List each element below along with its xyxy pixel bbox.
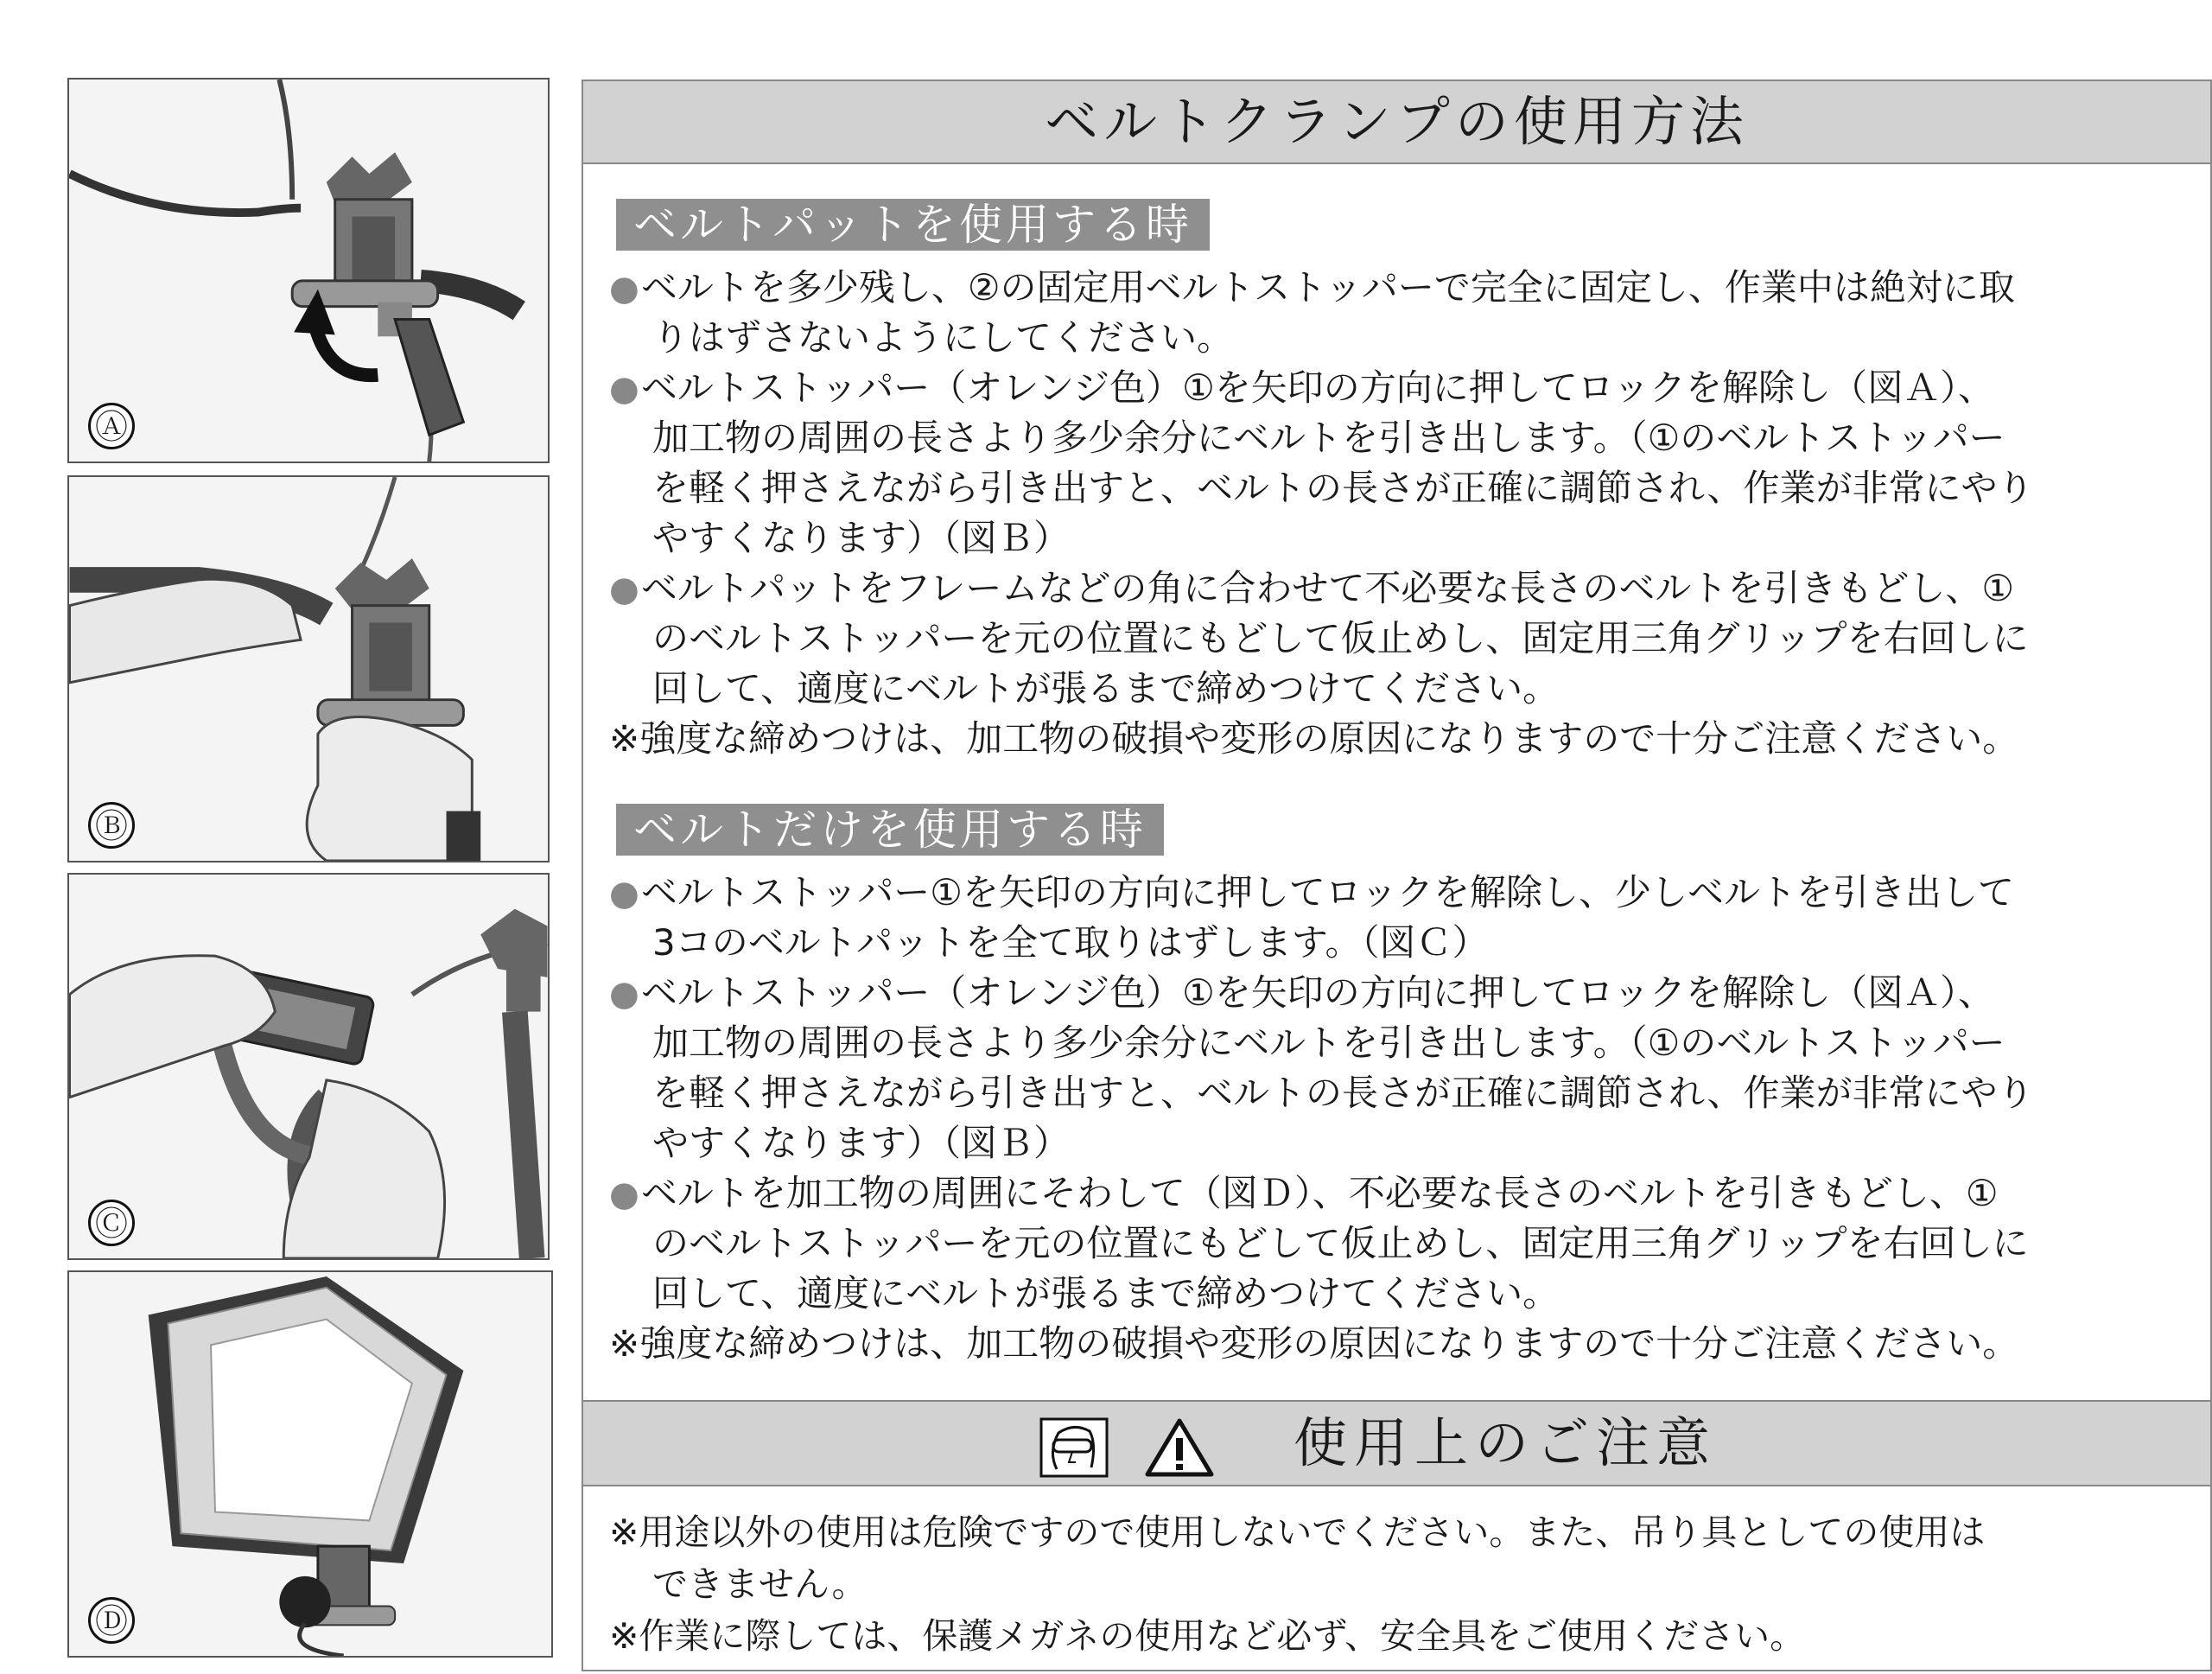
section1-note: ※強度な締めつけは、加工物の破損や変形の原因になりますので十分ご注意ください。 [609, 717, 2019, 760]
section1-line-7: ●ベルトパットをフレームなどの角に合わせて不必要な長さのベルトを引きもどし、① [609, 567, 2015, 609]
goggles-icon [1039, 1417, 1109, 1478]
section2-line-2: 3コのベルトパットを全て取りはずします。（図Ｃ） [652, 921, 1489, 964]
section2-line-4: 加工物の周囲の長さより多少余分にベルトを引き出します。（①のベルトストッパー [652, 1022, 2005, 1064]
section1-line-6: やすくなります）（図Ｂ） [652, 517, 1071, 559]
section-heading-belt-only: ベルトだけを使用する時 [616, 804, 1164, 856]
section1-line-1: ●ベルトを多少残し、②の固定用ベルトストッパーで完全に固定し、作業中は絶対に取 [609, 266, 2015, 309]
instructions-panel [582, 80, 2212, 1671]
section2-line-8: のベルトストッパーを元の位置にもどして仮止めし、固定用三角グリップを右回しに [652, 1222, 2029, 1264]
section2-line-3: ●ベルトストッパー（オレンジ色）①を矢印の方向に押してロックを解除し（図Ａ）、 [609, 971, 1994, 1014]
section1-line-4: 加工物の周囲の長さより多少余分にベルトを引き出します。（①のベルトストッパー [652, 417, 2005, 459]
section1-line-8: のベルトストッパーを元の位置にもどして仮止めし、固定用三角グリップを右回しに [652, 617, 2029, 659]
caution-line-1: ※用途以外の使用は危険ですので使用しないでください。また、吊り具としての使用は [609, 1512, 1986, 1553]
figure-a-illustration [69, 80, 548, 461]
section1-line-2: りはずさないようにしてください。 [652, 316, 1234, 359]
bullet-icon: ● [609, 974, 639, 1014]
section2-line-9: 回して、適度にベルトが張るまで締めつけてください。 [652, 1272, 1560, 1314]
section1-line-9: 回して、適度にベルトが張るまで締めつけてください。 [652, 667, 1560, 710]
figure-b-illustration [69, 477, 548, 861]
section2-note: ※強度な締めつけは、加工物の破損や変形の原因になりますので十分ご注意ください。 [609, 1322, 2019, 1365]
figure-d-illustration [69, 1272, 551, 1656]
caution-title: 使用上のご注意 [1294, 1411, 1718, 1474]
figure-a-label: Ⓐ [88, 403, 135, 449]
figure-d-label: Ⓓ [88, 1597, 135, 1644]
figure-c-label: Ⓒ [88, 1200, 135, 1246]
figure-c-illustration [69, 875, 548, 1258]
figure-a [67, 78, 550, 463]
figure-b [67, 475, 550, 862]
figure-d [67, 1270, 553, 1658]
figure-b-label: Ⓑ [88, 802, 135, 849]
bullet-icon: ● [609, 369, 639, 409]
warning-icon [1143, 1417, 1216, 1478]
figure-c [67, 873, 550, 1260]
caution-line-2: できません。 [652, 1563, 868, 1605]
section1-line-3: ●ベルトストッパー（オレンジ色）①を矢印の方向に押してロックを解除し（図Ａ）、 [609, 366, 1994, 409]
bullet-icon: ● [609, 269, 639, 309]
bullet-icon: ● [609, 1174, 639, 1214]
bullet-icon: ● [609, 874, 639, 913]
bullet-icon: ● [609, 570, 639, 609]
section2-line-1: ●ベルトストッパー①を矢印の方向に押してロックを解除し、少しベルトを引き出して [609, 871, 2015, 913]
section-heading-belt-pad: ベルトパットを使用する時 [616, 199, 1210, 251]
page-title: ベルトクランプの使用方法 [583, 81, 2210, 164]
section2-line-7: ●ベルトを加工物の周囲にそわして（図Ｄ）、不必要な長さのベルトを引きもどし、① [609, 1172, 1999, 1214]
section1-line-5: を軽く押さえながら引き出すと、ベルトの長さが正確に調節され、作業が非常にやり [652, 467, 2034, 509]
section2-line-6: やすくなります）（図Ｂ） [652, 1122, 1071, 1164]
caution-header [583, 1400, 2210, 1486]
caution-line-3: ※作業に際しては、保護メガネの使用など必ず、安全具をご使用ください。 [609, 1615, 1806, 1657]
section2-line-5: を軽く押さえながら引き出すと、ベルトの長さが正確に調節され、作業が非常にやり [652, 1072, 2034, 1114]
